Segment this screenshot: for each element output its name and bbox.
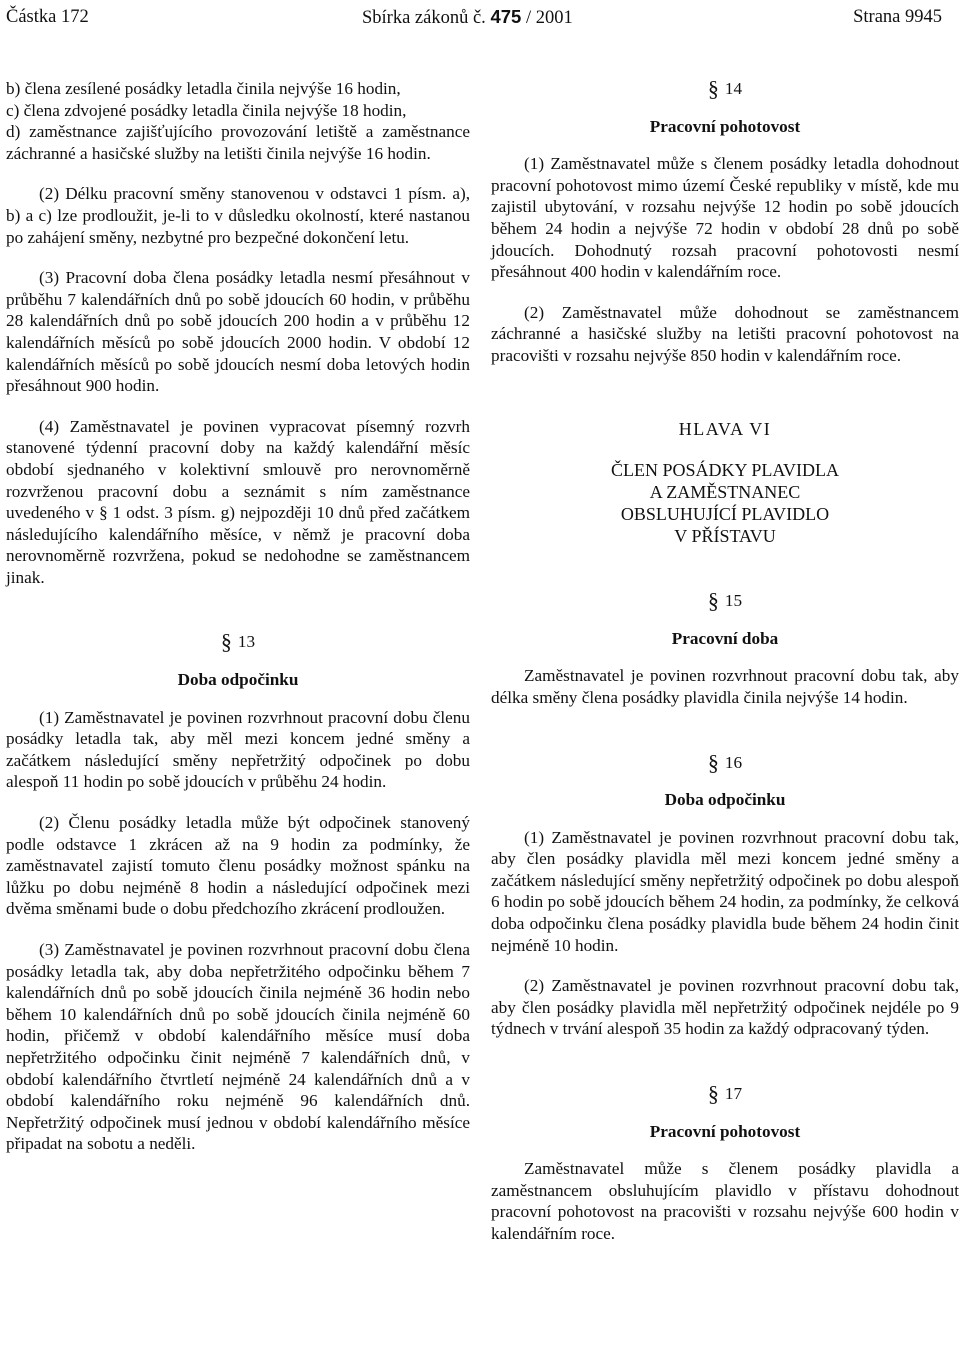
section-14-paragraph-1: (1) Zaměstnavatel může s členem posádky letadla dohodnout pracovní pohotovost mimo území České republiky v místě, kde mu zajistil ubytování, v rozsahu nejvýše 12 hodin po sobě jdoucích během 24 hodin a nejvýše 72 hodin v období 28 dnů po sobě jdoucích. Dohodnutý rozsah pracovní pohotovosti nesmí přesáhnout 400 hodin v kalendářním roce.	[491, 154, 959, 282]
list-item-c: c) člena zdvojené posádky letadla činila nejvýše 18 hodin,	[6, 100, 407, 120]
section-number: 16	[724, 752, 743, 772]
section-number: 13	[237, 632, 256, 652]
chapter-title-line: V PŘÍSTAVU	[674, 526, 776, 547]
section-14-heading	[491, 78, 959, 100]
paragraph-2: (2) Délku pracovní směny stanovenou v odstavci 1 písm. a), b) a c) lze prodloužit, je-li to v důsledku okolností, které nastanou po zahájení směny, nezbytné pro bezpečné dokončení letu.	[6, 184, 470, 247]
section-sign: §	[707, 588, 719, 614]
right-column	[491, 78, 959, 1245]
section-13-heading	[6, 631, 470, 653]
section-15-paragraph: Zaměstnavatel je povinen rozvrhnout pracovní dobu tak, aby délka směny člena posádky plavidla činila nejvýše 14 hodin.	[491, 666, 959, 707]
section-sign: §	[707, 1081, 719, 1107]
section-13-paragraph-3: (3) Zaměstnavatel je povinen rozvrhnout pracovní dobu člena posádky letadla tak, aby doba nepřetržitého odpočinku během 7 kalendářních dnů po sobě jdoucích činila nejméně 36 hodin nebo během 10 kalendářních dnů po sobě jdoucích činila nejméně 60 hodin, přičemž v období kalendářního měsíce musí doba nepřetržitého odpočinku činit nejméně 7 kalendářních dnů, v období kalendářního čtvrtletí nejméně 24 kalendářních dnů a v období kalendářního roku nejméně 96 kalendářních dnů. Nepřetržitý odpočinek musí jednou v období kalendářního měsíce připadat na sobotu a neděli.	[6, 940, 470, 1154]
chapter-title-line: OBSLUHUJÍCÍ PLAVIDLO	[620, 504, 830, 525]
chapter-title-line: A ZAMĚSTNANEC	[649, 482, 801, 503]
part-number: Částka 172	[6, 7, 89, 27]
left-column	[6, 78, 470, 1155]
section-16-heading	[491, 749, 959, 775]
section-16-paragraph-2: (2) Zaměstnavatel je povinen rozvrhnout pracovní dobu tak, aby člen posádky plavidla měl nepřetržitý odpočinek nejdéle po 9 týdnech v trvání alespoň 35 hodin za každý odpracovaný týden.	[491, 976, 959, 1039]
section-14-paragraph-2: (2) Zaměstnavatel může dohodnout se zaměstnancem záchranné a hasičské služby na letišti pracovní pohotovost na pracovišti v rozsahu nejvýše 850 hodin v kalendářním roce.	[491, 302, 959, 365]
list-item-b: b) člena zesílené posádky letadla činila nejvýše 16 hodin,	[6, 79, 401, 98]
chapter-label: HLAVA VI	[678, 418, 772, 439]
list-item-d: d) zaměstnance zajišťujícího provozování letiště a zaměstnance záchranné a hasičské služby na letišti činila nejvýše 16 hodin.	[6, 122, 470, 163]
section-sign: §	[707, 749, 719, 775]
section-number: 14	[724, 79, 743, 98]
paragraph-3: (3) Pracovní doba člena posádky letadla nesmí přesáhnout v průběhu 7 kalendářních dnů po sobě jdoucích 60 hodin, v průběhu 28 kalendářních dnů po sobě jdoucích 200 hodin a v průběhu 12 kalendářních měsíců po sobě jdoucích 2000 hodin. V období 12 kalendářních měsíců po sobě jdoucích nesmí doba letových hodin přesáhnout 900 hodin.	[6, 268, 470, 396]
page-header	[6, 4, 942, 30]
paragraph-4: (4) Zaměstnavatel je povinen vypracovat písemný rozvrh stanovené týdenní pracovní doby na každý kalendářní měsíc období sjednaného v kolektivní smlouvě pro nerovnoměrně rozvrženou pracovní dobu a seznámit s ním zaměstnance uvedeného v § 1 odst. 3 písm. g) nejpozději 10 dnů před začátkem následujícího kalendářního měsíce, v němž je pracovní doba nerovnoměrně rozvržena, pokud se nedohodne se zaměstnancem jinak.	[6, 416, 470, 587]
section-number: 17	[724, 1084, 743, 1104]
section-16-paragraph-1: (1) Zaměstnavatel je povinen rozvrhnout pracovní dobu tak, aby člen posádky plavidla měl mezi koncem jedné směny a začátkem následující směny nepřetržitý odpočinek po dobu alespoň 6 hodin po sobě jdoucích během 24 hodin, za podmínky, že celková doba odpočinku člena posádky plavidla bude během 24 hodin činit nejméně 10 hodin.	[491, 827, 959, 955]
section-13-paragraph-1: (1) Zaměstnavatel je povinen rozvrhnout pracovní dobu členu posádky letadla tak, aby měl mezi koncem jedné směny a začátkem následující směny nepřetržitý odpočinek po dobu alespoň 11 hodin po sobě jdoucích v průběhu 24 hodin.	[6, 707, 470, 792]
section-13-paragraph-2: (2) Členu posádky letadla může být odpočinek stanovený podle odstavce 1 zkrácen až na 9 hodin za podmínky, že zaměstnavatel zajistí tomuto členu posádky možnost spánku na lůžku po dobu nejméně 8 hodin a následující odpočinek mezi dvěma směnami bude o dobu předchozího zkrácení prodloužen.	[6, 813, 470, 919]
section-13-title: Doba odpočinku	[177, 670, 299, 690]
section-number: 15	[724, 591, 743, 611]
section-sign: §	[220, 629, 232, 655]
collection-label: Sbírka zákonů č.	[362, 8, 486, 28]
section-15-title: Pracovní doba	[671, 628, 779, 648]
section-17-heading	[491, 1083, 959, 1105]
collection-title	[362, 6, 573, 29]
section-15-heading	[491, 590, 959, 612]
page-number: Strana 9945	[853, 7, 942, 27]
law-number: 475	[490, 6, 522, 27]
section-17-paragraph: Zaměstnavatel může s členem posádky plavidla a zaměstnancem obsluhujícím plavidlo v přístavu dohodnout pracovní pohotovost na pracovišti v rozsahu nejvýše 600 hodin v kalendářním roce.	[491, 1159, 959, 1243]
section-14-title: Pracovní pohotovost	[649, 116, 801, 136]
section-17-title: Pracovní pohotovost	[649, 1121, 801, 1141]
section-16-title: Doba odpočinku	[664, 790, 786, 810]
chapter-title	[491, 459, 959, 547]
law-year: / 2001	[525, 8, 573, 28]
chapter-title-line: ČLEN POSÁDKY PLAVIDLA	[610, 460, 839, 481]
section-sign: §	[707, 76, 719, 101]
